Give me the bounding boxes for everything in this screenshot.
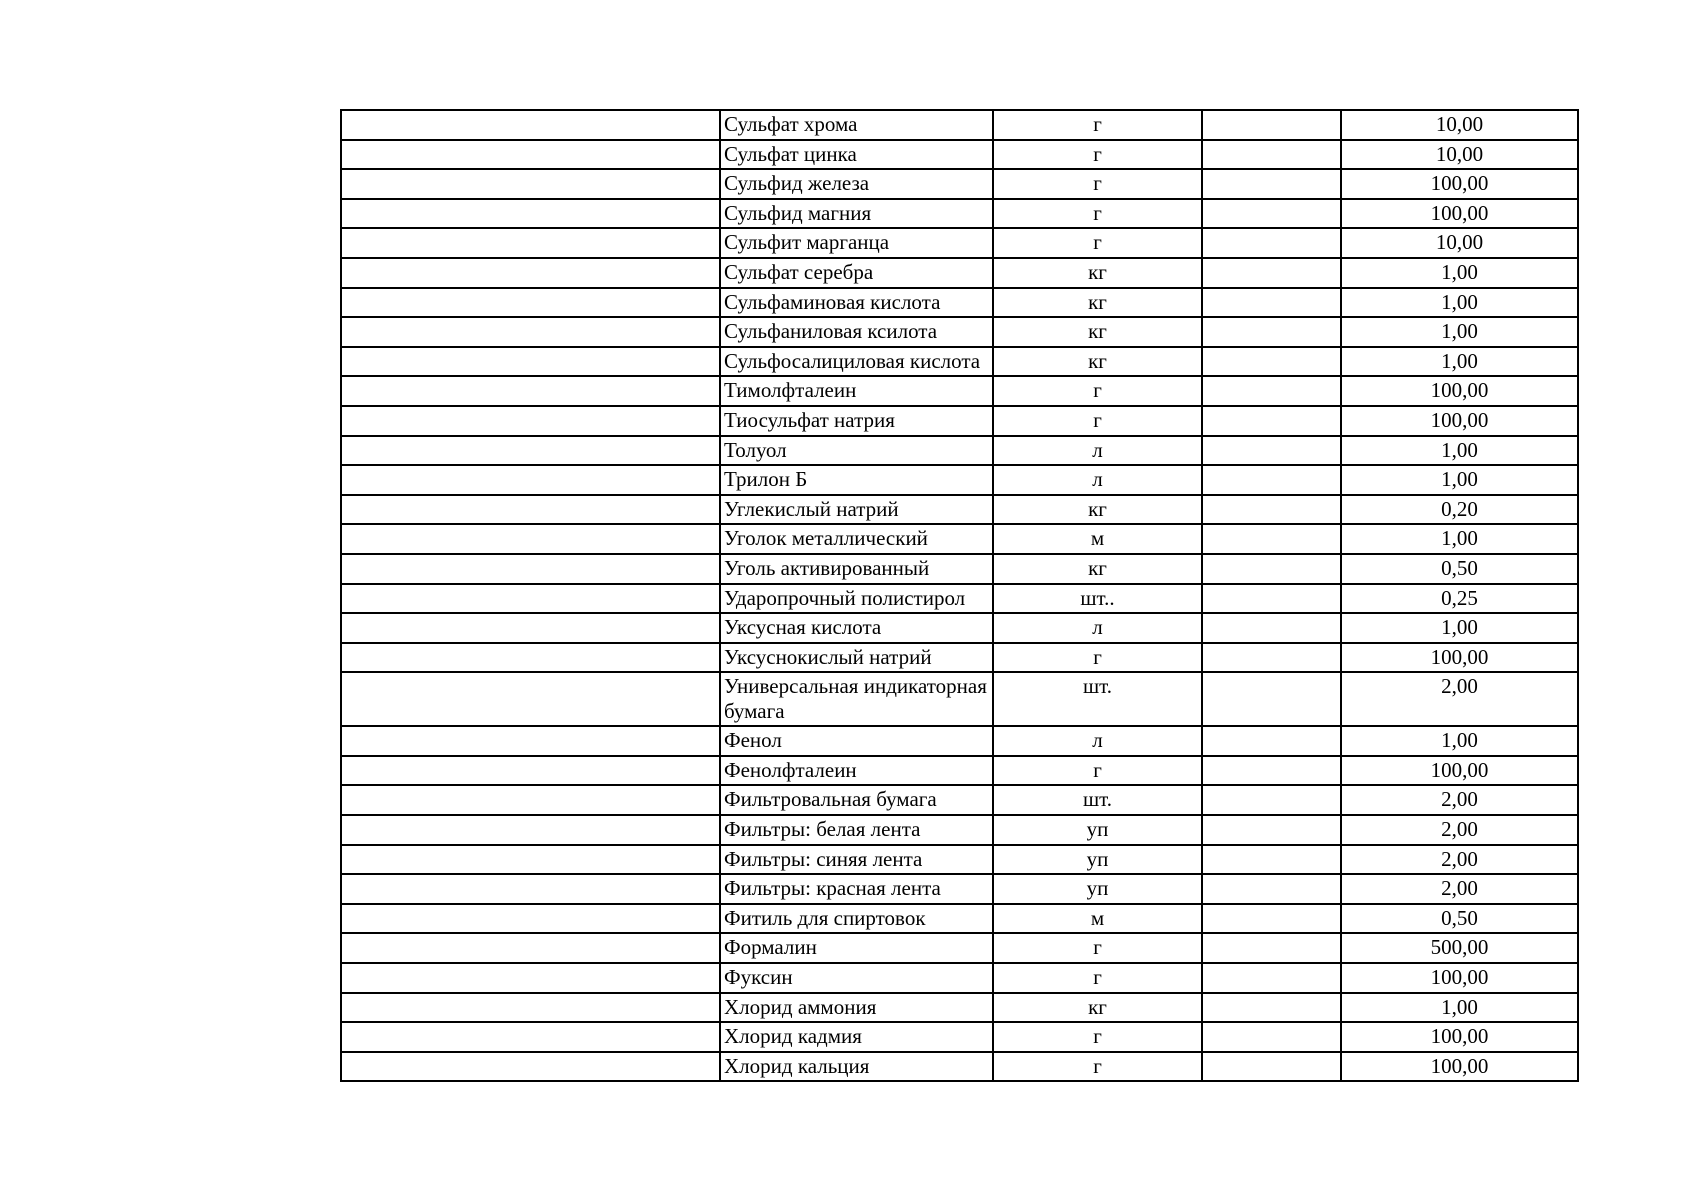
empty-cell-mid [1202, 845, 1341, 875]
item-name-cell: Фенолфталеин [720, 756, 993, 786]
empty-cell-left [341, 406, 720, 436]
empty-cell-mid [1202, 169, 1341, 199]
quantity-cell: 1,00 [1341, 317, 1578, 347]
table-row [341, 1052, 1578, 1082]
table-row [341, 406, 1578, 436]
unit-cell: кг [993, 554, 1202, 584]
table-row [341, 584, 1578, 614]
quantity-cell: 100,00 [1341, 376, 1578, 406]
empty-cell-mid [1202, 436, 1341, 466]
item-name-cell: Сульфат хрома [720, 110, 993, 140]
table-row [341, 288, 1578, 318]
item-name-cell: Формалин [720, 933, 993, 963]
empty-cell-mid [1202, 785, 1341, 815]
table-row [341, 554, 1578, 584]
unit-cell: л [993, 465, 1202, 495]
unit-cell: г [993, 199, 1202, 229]
table-row [341, 993, 1578, 1023]
table-row [341, 815, 1578, 845]
item-name-cell: Сульфаниловая ксилота [720, 317, 993, 347]
item-name-cell: Уголь активированный [720, 554, 993, 584]
quantity-cell: 10,00 [1341, 110, 1578, 140]
empty-cell-mid [1202, 904, 1341, 934]
empty-cell-left [341, 169, 720, 199]
empty-cell-mid [1202, 554, 1341, 584]
table-row [341, 169, 1578, 199]
quantity-cell: 1,00 [1341, 258, 1578, 288]
table-row [341, 726, 1578, 756]
table-row [341, 436, 1578, 466]
item-name-cell: Тимолфталеин [720, 376, 993, 406]
item-name-cell: Фильтры: белая лента [720, 815, 993, 845]
item-name-cell: Фильтры: синяя лента [720, 845, 993, 875]
empty-cell-mid [1202, 199, 1341, 229]
item-name-cell: Фенол [720, 726, 993, 756]
unit-cell: г [993, 933, 1202, 963]
empty-cell-mid [1202, 495, 1341, 525]
empty-cell-mid [1202, 465, 1341, 495]
table-row [341, 524, 1578, 554]
unit-cell: г [993, 756, 1202, 786]
item-name-cell: Трилон Б [720, 465, 993, 495]
quantity-cell: 100,00 [1341, 406, 1578, 436]
empty-cell-mid [1202, 963, 1341, 993]
quantity-cell: 100,00 [1341, 1022, 1578, 1052]
item-name-cell: Фильтры: красная лента [720, 874, 993, 904]
unit-cell: г [993, 228, 1202, 258]
empty-cell-mid [1202, 110, 1341, 140]
unit-cell: г [993, 110, 1202, 140]
empty-cell-mid [1202, 815, 1341, 845]
item-name-cell: Фильтровальная бумага [720, 785, 993, 815]
quantity-cell: 1,00 [1341, 288, 1578, 318]
empty-cell-left [341, 554, 720, 584]
item-name-cell: Сульфаминовая кислота [720, 288, 993, 318]
quantity-cell: 2,00 [1341, 815, 1578, 845]
empty-cell-left [341, 465, 720, 495]
empty-cell-left [341, 993, 720, 1023]
empty-cell-left [341, 584, 720, 614]
empty-cell-left [341, 376, 720, 406]
empty-cell-mid [1202, 228, 1341, 258]
quantity-cell: 100,00 [1341, 756, 1578, 786]
unit-cell: кг [993, 317, 1202, 347]
empty-cell-left [341, 726, 720, 756]
quantity-cell: 2,00 [1341, 845, 1578, 875]
empty-cell-mid [1202, 933, 1341, 963]
empty-cell-mid [1202, 874, 1341, 904]
quantity-cell: 0,50 [1341, 554, 1578, 584]
empty-cell-left [341, 904, 720, 934]
unit-cell: кг [993, 347, 1202, 377]
table-row [341, 963, 1578, 993]
quantity-cell: 2,00 [1341, 785, 1578, 815]
table-row [341, 1022, 1578, 1052]
table-row [341, 672, 1578, 726]
table-row [341, 904, 1578, 934]
empty-cell-left [341, 613, 720, 643]
empty-cell-mid [1202, 613, 1341, 643]
empty-cell-mid [1202, 1052, 1341, 1082]
empty-cell-mid [1202, 1022, 1341, 1052]
empty-cell-left [341, 228, 720, 258]
unit-cell: г [993, 140, 1202, 170]
table-row [341, 199, 1578, 229]
empty-cell-left [341, 815, 720, 845]
item-name-cell: Фитиль для спиртовок [720, 904, 993, 934]
empty-cell-left [341, 672, 720, 726]
quantity-cell: 100,00 [1341, 963, 1578, 993]
table-row [341, 756, 1578, 786]
quantity-cell: 1,00 [1341, 347, 1578, 377]
empty-cell-left [341, 785, 720, 815]
table-row [341, 933, 1578, 963]
unit-cell: г [993, 1022, 1202, 1052]
empty-cell-left [341, 933, 720, 963]
empty-cell-mid [1202, 584, 1341, 614]
unit-cell: г [993, 376, 1202, 406]
empty-cell-left [341, 643, 720, 673]
table-row [341, 465, 1578, 495]
empty-cell-left [341, 288, 720, 318]
table-row [341, 495, 1578, 525]
table-row [341, 110, 1578, 140]
empty-cell-mid [1202, 258, 1341, 288]
empty-cell-mid [1202, 643, 1341, 673]
quantity-cell: 500,00 [1341, 933, 1578, 963]
empty-cell-mid [1202, 406, 1341, 436]
inventory-table [340, 109, 1579, 1082]
item-name-cell: Сульфат серебра [720, 258, 993, 288]
unit-cell: шт. [993, 672, 1202, 726]
unit-cell: м [993, 904, 1202, 934]
empty-cell-mid [1202, 993, 1341, 1023]
table-row [341, 228, 1578, 258]
empty-cell-left [341, 495, 720, 525]
table-row [341, 140, 1578, 170]
unit-cell: л [993, 613, 1202, 643]
unit-cell: г [993, 643, 1202, 673]
unit-cell: шт. [993, 785, 1202, 815]
unit-cell: г [993, 169, 1202, 199]
item-name-cell: Тиосульфат натрия [720, 406, 993, 436]
item-name-cell: Сульфит марганца [720, 228, 993, 258]
unit-cell: уп [993, 874, 1202, 904]
empty-cell-left [341, 756, 720, 786]
empty-cell-mid [1202, 347, 1341, 377]
empty-cell-mid [1202, 288, 1341, 318]
table-row [341, 347, 1578, 377]
quantity-cell: 1,00 [1341, 436, 1578, 466]
item-name-cell: Уголок металлический [720, 524, 993, 554]
item-name-cell: Универсальная индикаторная бумага [720, 672, 993, 726]
quantity-cell: 100,00 [1341, 643, 1578, 673]
empty-cell-mid [1202, 756, 1341, 786]
quantity-cell: 0,20 [1341, 495, 1578, 525]
unit-cell: м [993, 524, 1202, 554]
quantity-cell: 100,00 [1341, 1052, 1578, 1082]
unit-cell: кг [993, 258, 1202, 288]
table-row [341, 376, 1578, 406]
item-name-cell: Хлорид кальция [720, 1052, 993, 1082]
item-name-cell: Фуксин [720, 963, 993, 993]
item-name-cell: Углекислый натрий [720, 495, 993, 525]
unit-cell: г [993, 1052, 1202, 1082]
empty-cell-left [341, 317, 720, 347]
item-name-cell: Ударопрочный полистирол [720, 584, 993, 614]
empty-cell-mid [1202, 672, 1341, 726]
empty-cell-left [341, 1052, 720, 1082]
empty-cell-mid [1202, 317, 1341, 347]
quantity-cell: 100,00 [1341, 199, 1578, 229]
empty-cell-left [341, 436, 720, 466]
quantity-cell: 1,00 [1341, 613, 1578, 643]
empty-cell-left [341, 963, 720, 993]
empty-cell-mid [1202, 140, 1341, 170]
unit-cell: л [993, 436, 1202, 466]
unit-cell: кг [993, 495, 1202, 525]
quantity-cell: 0,25 [1341, 584, 1578, 614]
inventory-table-body [341, 110, 1578, 1081]
unit-cell: шт.. [993, 584, 1202, 614]
unit-cell: г [993, 963, 1202, 993]
item-name-cell: Уксуснокислый натрий [720, 643, 993, 673]
unit-cell: л [993, 726, 1202, 756]
empty-cell-left [341, 524, 720, 554]
item-name-cell: Хлорид аммония [720, 993, 993, 1023]
unit-cell: г [993, 406, 1202, 436]
item-name-cell: Уксусная кислота [720, 613, 993, 643]
item-name-cell: Сульфосалициловая кислота [720, 347, 993, 377]
item-name-cell: Толуол [720, 436, 993, 466]
empty-cell-mid [1202, 376, 1341, 406]
empty-cell-left [341, 1022, 720, 1052]
empty-cell-left [341, 140, 720, 170]
quantity-cell: 100,00 [1341, 169, 1578, 199]
item-name-cell: Сульфид железа [720, 169, 993, 199]
unit-cell: уп [993, 845, 1202, 875]
item-name-cell: Сульфат цинка [720, 140, 993, 170]
quantity-cell: 2,00 [1341, 672, 1578, 726]
unit-cell: кг [993, 993, 1202, 1023]
empty-cell-mid [1202, 726, 1341, 756]
table-row [341, 785, 1578, 815]
quantity-cell: 0,50 [1341, 904, 1578, 934]
table-row [341, 613, 1578, 643]
table-row [341, 845, 1578, 875]
item-name-cell: Сульфид магния [720, 199, 993, 229]
unit-cell: кг [993, 288, 1202, 318]
quantity-cell: 1,00 [1341, 465, 1578, 495]
empty-cell-mid [1202, 524, 1341, 554]
empty-cell-left [341, 347, 720, 377]
table-row [341, 874, 1578, 904]
table-row [341, 643, 1578, 673]
item-name-cell: Хлорид кадмия [720, 1022, 993, 1052]
empty-cell-left [341, 845, 720, 875]
table-row [341, 258, 1578, 288]
unit-cell: уп [993, 815, 1202, 845]
table-row [341, 317, 1578, 347]
empty-cell-left [341, 258, 720, 288]
empty-cell-left [341, 874, 720, 904]
empty-cell-left [341, 110, 720, 140]
quantity-cell: 2,00 [1341, 874, 1578, 904]
empty-cell-left [341, 199, 720, 229]
quantity-cell: 10,00 [1341, 228, 1578, 258]
quantity-cell: 1,00 [1341, 726, 1578, 756]
quantity-cell: 1,00 [1341, 993, 1578, 1023]
quantity-cell: 1,00 [1341, 524, 1578, 554]
quantity-cell: 10,00 [1341, 140, 1578, 170]
